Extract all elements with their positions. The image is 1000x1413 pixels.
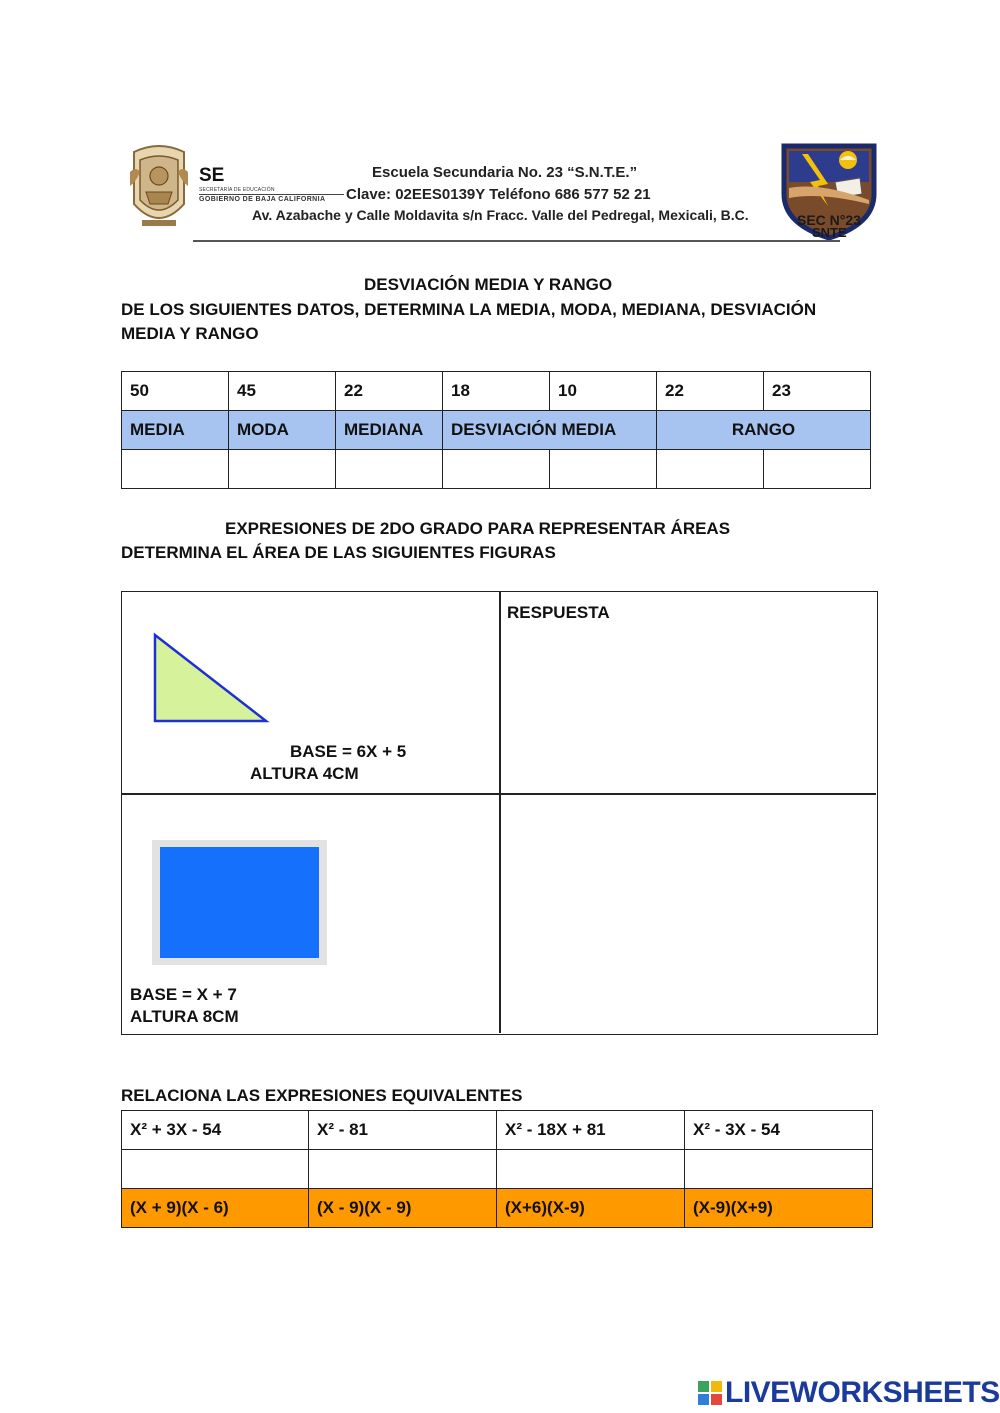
triangle-base-label: BASE = 6X + 5 [290,742,407,761]
factor-card[interactable]: (X+6)(X-9) [497,1189,685,1228]
section1-instruction-line1: DE LOS SIGUIENTES DATOS, DETERMINA LA MEDIA, MODA, MEDIANA, DESVIACIÓN [121,300,817,319]
section1-instruction-line2: MEDIA Y RANGO [121,324,259,343]
match-drop-zone[interactable] [309,1150,497,1189]
answer-row [122,450,871,489]
header-rule [193,240,840,242]
data-value: 10 [550,372,657,411]
section2-title: EXPRESIONES DE 2DO GRADO PARA REPRESENTAR ÁREAS [225,519,731,538]
rectangle-figure [160,847,319,958]
data-values-row [122,372,871,411]
school-name: Escuela Secundaria No. 23 “S.N.T.E.” [372,164,638,181]
data-value: 50 [122,372,229,411]
header-rango: RANGO [657,411,871,450]
shield-text-1: SEC N°23 [797,212,861,228]
factor-card[interactable]: (X + 9)(X - 6) [122,1189,309,1228]
data-value: 45 [229,372,336,411]
stats-header-row [122,411,871,450]
rectangle-base-label: BASE = X + 7 [130,985,237,1004]
school-address: Av. Azabache y Calle Moldavita s/n Fracc. Valle del Pedregal, Mexicali, B.C. [252,207,749,223]
answer-input-media[interactable] [122,450,229,489]
expression-cell: X² - 3X - 54 [685,1111,873,1150]
factors-row [122,1189,873,1228]
header-media: MEDIA [122,411,229,450]
expression-cell: X² + 3X - 54 [122,1111,309,1150]
answer-input-rango-1[interactable] [657,450,764,489]
rectangle-height-label: ALTURA 8CM [130,1007,239,1026]
data-value: 22 [336,372,443,411]
section3-title: RELACIONA LAS EXPRESIONES EQUIVALENTES [121,1086,523,1105]
figures-grid [121,591,878,1035]
section2-instruction: DETERMINA EL ÁREA DE LAS SIGUIENTES FIGURAS [121,543,556,562]
header-moda: MODA [229,411,336,450]
factor-card[interactable]: (X - 9)(X - 9) [309,1189,497,1228]
section1-title: DESVIACIÓN MEDIA Y RANGO [364,275,613,294]
grid-horizontal-divider [122,793,876,795]
stats-table [121,371,871,489]
expressions-row [122,1111,873,1150]
triangle-answer-input[interactable] [506,628,870,788]
answer-input-desviacion-2[interactable] [550,450,657,489]
match-row [122,1150,873,1189]
data-value: 18 [443,372,550,411]
answer-label: RESPUESTA [507,603,610,622]
rectangle-frame [152,840,327,965]
expressions-table [121,1110,873,1228]
answer-input-moda[interactable] [229,450,336,489]
answer-input-rango-2[interactable] [764,450,871,489]
liveworksheets-brand[interactable]: LIVEWORKSHEETS [725,1376,1000,1409]
liveworksheets-logo-icon [698,1381,722,1405]
match-drop-zone[interactable] [685,1150,873,1189]
factor-card[interactable]: (X-9)(X+9) [685,1189,873,1228]
match-drop-zone[interactable] [497,1150,685,1189]
match-drop-zone[interactable] [122,1150,309,1189]
expression-cell: X² - 81 [309,1111,497,1150]
answer-input-mediana[interactable] [336,450,443,489]
triangle-figure [152,632,270,726]
se-label: SE [199,165,225,186]
se-divider [199,194,344,195]
header-mediana: MEDIANA [336,411,443,450]
school-contact: Clave: 02EES0139Y Teléfono 686 577 52 21 [346,186,651,203]
se-subtitle: SECRETARÍA DE EDUCACIÓN [199,187,275,193]
data-value: 23 [764,372,871,411]
grid-vertical-divider [499,592,501,1033]
triangle-height-label: ALTURA 4CM [250,764,359,783]
shield-text-2: SNTE [812,225,847,240]
header-desviacion-media: DESVIACIÓN MEDIA [443,411,657,450]
se-government: GOBIERNO DE BAJA CALIFORNIA [199,196,326,203]
data-value: 22 [657,372,764,411]
expression-cell: X² - 18X + 81 [497,1111,685,1150]
state-emblem-icon [128,142,190,230]
rectangle-answer-input[interactable] [506,800,870,1026]
answer-input-desviacion-1[interactable] [443,450,550,489]
